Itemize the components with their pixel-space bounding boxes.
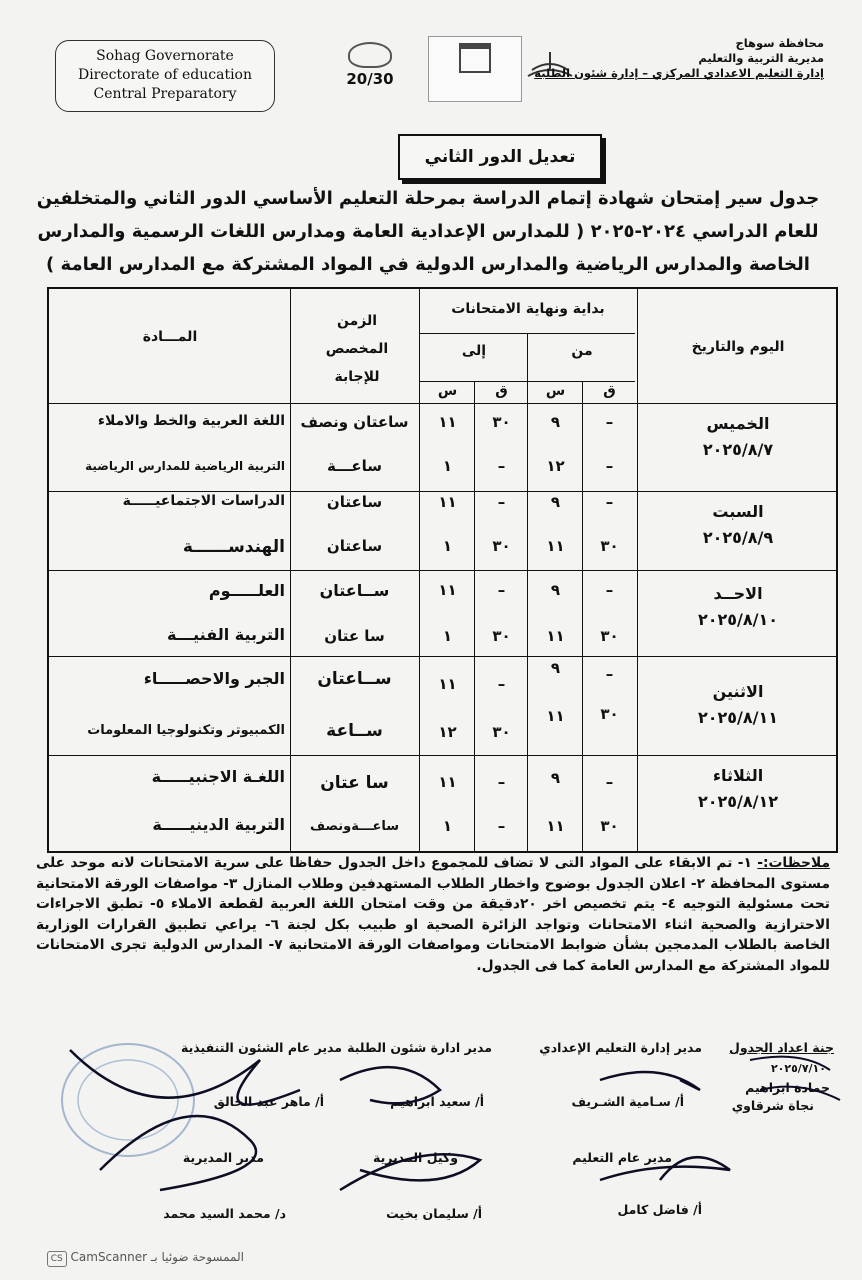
notes-section [36,853,830,976]
row-2-to-s: ١ [442,457,453,475]
row-1-subject: اللغة العربية والخط والاملاء [97,413,285,429]
camscanner-icon: CS [47,1251,67,1267]
row-6-from-q: ٣٠ [600,627,619,645]
row-7-to-q: – [497,675,506,693]
day-3: الاحــد ٢٠٢٥/٨/١٠ [697,584,779,629]
row-8-from-q: ٣٠ [600,705,619,723]
header-directorate: مديرية التربية والتعليم [698,51,824,65]
header-to-hours: س [437,383,458,399]
row-5-subject: العلـــــوم [208,581,285,600]
row-3-to-s: ١١ [438,493,457,511]
schedule-heading: جدول سير إمتحان شهادة إتمام الدراسة بمرحلة التعليم الأساسي الدور الثاني والمتخلفين للعام الدراسي ٢٠٢٤-٢٠٢٥ ( للمدارس الإعدادية العامة ومدارس اللغات الرسمية والمدارس الخاصة والمدارس الرياضية والمدارس الدولية في المواد المشتركة مع المدارس العامة ) [36,188,820,275]
row-4-subject: الهندســــــة [182,537,285,557]
committee-name-1: حمادة ابراهيم [745,1080,830,1095]
row-2-to-q: – [497,457,506,475]
row-1-duration: ساعتان ونصف [300,413,409,431]
row-8-duration: ســاعة [326,721,383,741]
vision-logo-icon [348,42,392,68]
row-10-to-q: – [497,817,506,835]
row-9-to-q: – [497,773,506,791]
document-title: تعديل الدور الثاني [398,134,602,180]
row-3-duration: ساعتان [326,493,383,511]
row-5-to-s: ١١ [438,581,457,599]
row-10-subject: التربية الدينيـــــة [152,815,285,834]
general-director-name: أ/ فاضل كامل [617,1202,702,1217]
camscanner-label: CamScanner [70,1250,148,1264]
day-2: السبت ٢٠٢٥/٨/٩ [702,502,774,547]
row-4-to-q: ٣٠ [492,537,511,555]
exec-director-title: مدير عام الشئون التنفيذية [181,1040,342,1055]
day-4: الاثنين ٢٠٢٥/٨/١١ [697,682,779,727]
row-9-duration: سا عتان [320,773,389,793]
general-director-title: مدير عام التعليم [572,1150,672,1165]
row-9-subject: اللغـة الاجنبيـــــة [151,767,285,786]
row-4-to-s: ١ [442,537,453,555]
row-10-duration: ساعـــةونصف [309,819,399,834]
row-7-to-s: ١١ [438,675,457,693]
prep-director-title: مدير إدارة التعليم الإعدادي [539,1040,702,1055]
header-administration: إدارة التعليم الاعدادي المركزي – إدارة شئون الطلبة [534,66,824,80]
row-4-duration: ساعتان [326,537,383,555]
row-10-from-s: ١١ [546,817,565,835]
header-from: من [571,343,593,359]
vision-logo-text: 20/30 [346,70,394,88]
row-4-from-q: ٣٠ [600,537,619,555]
header-english-line-2: Directorate of education [77,67,253,83]
header-duration: الزمن المخصص للإجابة [325,313,389,385]
exec-director-name: أ/ ماهر عبد الخالق [213,1094,324,1109]
row-8-to-s: ١٢ [438,723,457,741]
row-5-from-s: ٩ [550,581,561,599]
day-5: الثلاثاء ٢٠٢٥/٨/١٢ [697,766,779,811]
day-1: الخميس ٢٠٢٥/٨/٧ [702,414,774,459]
header-english-line-3: Central Preparatory [93,86,237,102]
row-5-to-q: – [497,581,506,599]
header-day-date: اليوم والتاريخ [691,339,785,355]
row-3-from-q: – [605,493,614,511]
row-3-subject: الدراسات الاجتماعيـــــة [122,493,285,509]
committee-date: ٢٠٢٥/٧/١٠ [770,1062,826,1075]
committee-signature: جنة اعداد الجدول [729,1040,834,1055]
committee-name-2: نجاة شرقاوي [731,1098,814,1113]
row-5-duration: ســاعتان [319,581,390,600]
prep-director-name: أ/ سـامية الشـريف [571,1094,684,1109]
header-to-minutes: ق [495,383,508,399]
row-7-duration: ســاعتان [317,669,392,689]
row-2-from-q: – [605,457,614,475]
deputy-name: أ/ سليمان بخيت [386,1206,482,1221]
building-icon [459,43,491,73]
row-4-from-s: ١١ [546,537,565,555]
header-start-end: بداية ونهاية الامتحانات [451,301,605,317]
row-10-from-q: ٣٠ [600,817,619,835]
row-9-to-s: ١١ [438,773,457,791]
row-6-to-s: ١ [442,627,453,645]
student-affairs-name: أ/ سعيد ابراهيم [390,1094,484,1109]
exam-schedule-table [47,287,838,853]
row-2-duration: ساعـــة [326,457,383,475]
row-5-from-q: – [605,581,614,599]
row-7-from-s: ٩ [550,659,561,677]
row-1-from-q: – [605,413,614,431]
directorate-title: مدير المديرية [182,1150,264,1165]
row-7-subject: الجبر والاحصـــــاء [143,669,285,688]
row-6-subject: التربية الفنيـــة [167,625,285,644]
row-3-to-q: – [497,493,506,511]
row-9-from-s: ٩ [550,769,561,787]
deputy-title: وكيل المديرية [373,1150,458,1165]
directorate-name: د/ محمد السيد محمد [163,1206,286,1221]
row-9-from-q: – [605,773,614,791]
notes-label: ملاحظات:- [757,855,830,871]
scanned-with-label: الممسوحة ضوئيا بـ [150,1250,244,1264]
header-subject: المـــادة [142,329,198,345]
row-10-to-s: ١ [442,817,453,835]
row-8-subject: الكمبيوتر وتكنولوجيا المعلومات [87,723,285,738]
row-1-to-q: ٣٠ [492,413,511,431]
row-8-from-s: ١١ [546,707,565,725]
row-8-to-q: ٣٠ [492,723,511,741]
row-6-duration: سا عتان [324,627,385,645]
header-to: إلى [461,343,487,359]
row-6-to-q: ٣٠ [492,627,511,645]
header-english-box [55,40,275,112]
vision-2030-logo [335,42,405,92]
header-arabic-block [494,36,824,81]
row-1-to-s: ١١ [438,413,457,431]
row-1-from-s: ٩ [550,413,561,431]
scanner-footer [4,1250,244,1267]
header-governorate: محافظة سوهاج [735,36,824,50]
row-3-from-s: ٩ [550,493,561,511]
row-2-from-s: ١٢ [546,457,565,475]
row-7-from-q: – [605,665,614,683]
row-2-subject: التربية الرياضية للمدارس الرياضية [85,459,285,473]
header-english-line-1: Sohag Governorate [96,48,234,64]
student-affairs-title: مدير ادارة شئون الطلبة [347,1040,492,1055]
row-6-from-s: ١١ [546,627,565,645]
header-from-minutes: ق [603,383,616,399]
header-from-hours: س [545,383,566,399]
notes-text: ١- تم الابقاء على المواد التى لا تضاف للمجموع داخل الجدول حفاظا على سرية الامتحانات لانه موحد على مستوى المحافظة ٢- اعلان الجدول بوضوح واخطار الطلاب المستهدفين وطلاب المنازل ٣- مواصفات الورقة الامتحانية تحت مسئولية التوجيه ٤- يتم تخصيص اخر ٢٠دقيقة من وقت امتحان اللغة العربية لقطعة الاملاء ٥- تطبق الاجراءات الاحترازية والصحية اثناء الامتحانات وتواجد الزائرة الصحية او طبيب بكل لجنة ٦- يراعي تطبيق القرارات الوزارية الخاصة بالطلاب المدمجين بشأن ضوابط الامتحانات ومواصفات الورقة الامتحانية ٧- المدارس الدولية تجرى الامتحانات للمواد المشتركة مع المدارس العامة كما فى الجدول. [36,855,830,974]
